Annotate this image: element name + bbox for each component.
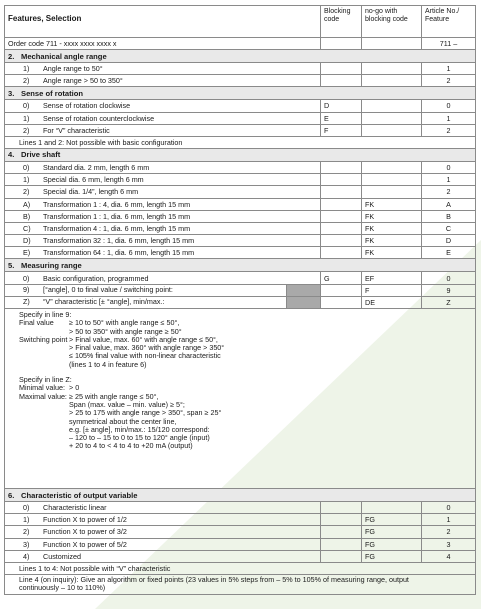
table-row: 9) [°angle], 0 to final value / switching point: F 9	[5, 284, 476, 296]
table-row: Z) “V” characteristic [± °angle], min/max.: DE Z	[5, 296, 476, 308]
section-4-header: 4. Drive shaft	[5, 148, 476, 161]
table-header	[5, 6, 476, 38]
table-row: 1) Function X to power of 1/2 FG 1	[5, 514, 476, 526]
table-row: 0) Sense of rotation clockwise D 0	[5, 100, 476, 112]
section-2-header: 2. Mechanical angle range	[5, 50, 476, 63]
section-6-header: 6. Characteristic of output variable	[5, 489, 476, 502]
order-code-label: Order code 711 - xxxx xxxx xxxx x	[5, 38, 321, 50]
section-title: Sense of rotation	[21, 88, 84, 98]
section-6-note-1: Lines 1 to 4: Not possible with “V” characteristic	[5, 562, 476, 574]
table-row: 2) Angle range > 50 to 350° 2	[5, 75, 476, 87]
header-features: Features, Selection	[5, 6, 321, 38]
header-article-no: Article No./ Feature	[422, 6, 476, 38]
table-row: 1) Angle range to 50° 1	[5, 63, 476, 75]
section-5-header: 5. Measuring range	[5, 259, 476, 272]
table-row: B) Transformation 1 : 1, dia. 6 mm, length 15 mm FK B	[5, 210, 476, 222]
table-row: C) Transformation 4 : 1, dia. 6 mm, length 15 mm FK C	[5, 222, 476, 234]
table-row: 2) Function X to power of 3/2 FG 2	[5, 526, 476, 538]
header-blocking-code: Blocking code	[321, 6, 362, 38]
table-row: D) Transformation 32 : 1, dia. 6 mm, length 15 mm FK D	[5, 235, 476, 247]
table-row: 2) Special dia. 1/4”, length 6 mm 2	[5, 186, 476, 198]
header-no-go: no-go with blocking code	[362, 6, 422, 38]
order-code-row	[5, 38, 476, 50]
table-row: 3) Function X to power of 5/2 FG 3	[5, 538, 476, 550]
table-row: 0) Standard dia. 2 mm, length 6 mm 0	[5, 161, 476, 173]
section-title: Measuring range	[21, 260, 82, 270]
table-row: A) Transformation 1 : 4, dia. 6 mm, length 15 mm FK A	[5, 198, 476, 210]
value-entry-box[interactable]	[286, 297, 320, 308]
table-row: 1) Special dia. 6 mm, length 6 mm 1	[5, 174, 476, 186]
section-title: Mechanical angle range	[21, 51, 107, 61]
table-row: 4) Customized FG 4	[5, 550, 476, 562]
section-3-header: 3. Sense of rotation	[5, 87, 476, 100]
section-6-note-2: Line 4 (on inquiry): Give an algorithm or fixed points (23 values in 5% steps from – 5% to 105% of measuring range, output continuously – 10 to 110%)	[5, 574, 476, 594]
feature-table	[4, 5, 475, 595]
table-row: 0) Characteristic linear 0	[5, 502, 476, 514]
section-title: Characteristic of output variable	[21, 490, 138, 500]
section-3-note: Lines 1 and 2: Not possible with basic configuration	[5, 136, 476, 148]
table-row: 1) Sense of rotation counterclockwise E 1	[5, 112, 476, 124]
section-5-specification: Specify in line 9: Final value ≥ 10 to 50° with angle range ≤ 50°, > 50 to 350° with angle range ≥ 50° Switching point > Final value, max. 60° with angle range ≤ 50°, > Final value, max. 360° with angle range > 350° ≤ 105% final value with non-linear characteristic (lines 1 to 4 in feature 6) Specify in line Z: Minimal value: > 0 Maximal value: ≥ 25 with angle range ≤ 50°, Span (max. value – min. value) ≥ 5°; > 25 to 175 with angle range > 350°, span ≥ 25° symmetrical about the center line, e.g. [± angle], min/max.: 15/120 correspond: – 120 to – 15 to 0 to 15 to 120° angle (input) + 20 to 4 to < 4 to 4 to +20 mA (output)	[5, 309, 476, 489]
section-title: Drive shaft	[21, 150, 61, 160]
value-entry-box[interactable]	[286, 285, 320, 296]
table-row: 0) Basic configuration, programmed G EF 0	[5, 272, 476, 284]
order-code-value: 711 –	[422, 38, 476, 50]
table-row: 2) For “V” characteristic F 2	[5, 124, 476, 136]
table-row: E) Transformation 64 : 1, dia. 6 mm, length 15 mm FK E	[5, 247, 476, 259]
